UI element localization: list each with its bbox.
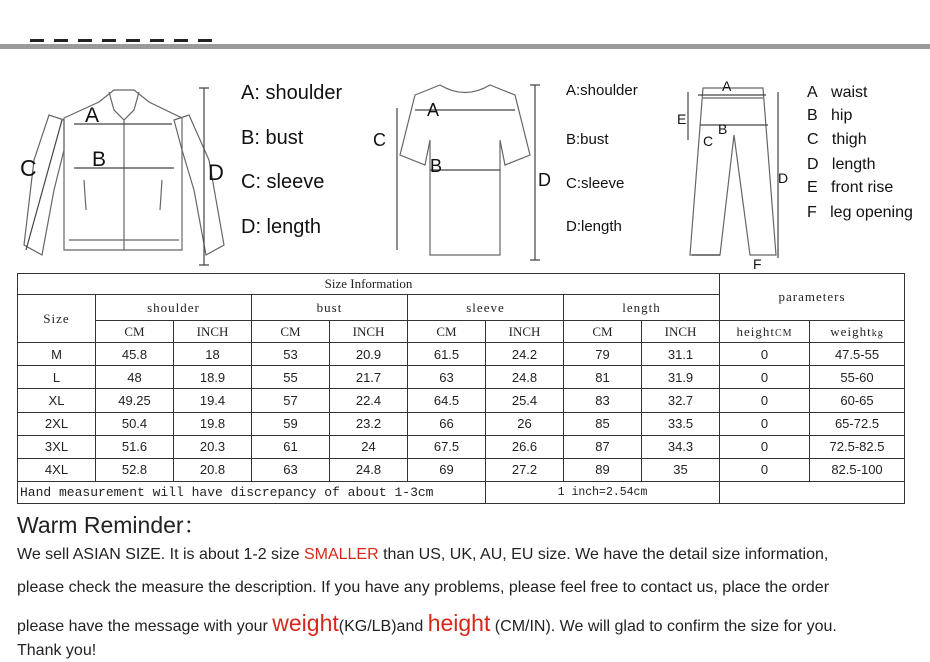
value-cell: 19.8 (174, 412, 252, 435)
value-cell: 33.5 (642, 412, 720, 435)
pants-legend-leg-opening: F leg opening (807, 204, 913, 221)
value-cell: 64.5 (408, 389, 486, 412)
value-cell: 81 (564, 366, 642, 389)
table-row (18, 458, 905, 481)
pants-legend-thigh: C thigh (807, 131, 867, 148)
table-caption: Size Information (18, 274, 720, 295)
value-cell: 0 (720, 389, 810, 412)
pants-legend-front-rise: E front rise (807, 179, 894, 196)
tshirt-label-b: B (430, 156, 443, 176)
value-cell: 47.5-55 (810, 343, 905, 366)
pants-legend-length: D length (807, 156, 876, 173)
reminder-title: Warm Reminder： (17, 512, 207, 538)
shoulder-header: shoulder (96, 295, 252, 321)
value-cell: 23.2 (330, 412, 408, 435)
value-cell: 24 (330, 435, 408, 458)
size-header: Size (18, 295, 96, 343)
size-cell: XL (18, 389, 96, 412)
value-cell: 63 (408, 366, 486, 389)
length-header: length (564, 295, 720, 321)
pants-label-b: B (718, 121, 728, 137)
value-cell: 53 (252, 343, 330, 366)
unit-header: CM (408, 321, 486, 343)
unit-header: CM (96, 321, 174, 343)
pants-label-e: E (677, 111, 687, 127)
tshirt-legend-length: D:length (566, 218, 622, 235)
value-cell: 82.5-100 (810, 458, 905, 481)
bust-header: bust (252, 295, 408, 321)
measurement-note: Hand measurement will have discrepancy of about 1-3cm (18, 481, 486, 503)
value-cell: 27.2 (486, 458, 564, 481)
value-cell: 61 (252, 435, 330, 458)
value-cell: 65-72.5 (810, 412, 905, 435)
value-cell: 19.4 (174, 389, 252, 412)
reminder-line-4: Thank you! (17, 642, 97, 659)
table-row (18, 435, 905, 458)
value-cell: 48 (96, 366, 174, 389)
value-cell: 32.7 (642, 389, 720, 412)
jacket-illustration (14, 80, 234, 270)
sleeve-header: sleeve (408, 295, 564, 321)
parameters-header: parameters (720, 274, 905, 321)
pants-label-c: C (703, 133, 714, 149)
value-cell: 85 (564, 412, 642, 435)
tshirt-label-d: D (538, 170, 551, 190)
value-cell: 31.9 (642, 366, 720, 389)
jacket-legend-shoulder: A: shoulder (241, 82, 343, 104)
value-cell: 66 (408, 412, 486, 435)
table-row (18, 389, 905, 412)
reminder-line-3: please have the message with your weight(KG/LB)and height (CM/IN). We will glad to confirm the size for you. (17, 610, 837, 636)
value-cell: 20.3 (174, 435, 252, 458)
value-cell: 87 (564, 435, 642, 458)
value-cell: 25.4 (486, 389, 564, 412)
value-cell: 79 (564, 343, 642, 366)
value-cell: 24.8 (330, 458, 408, 481)
pants-legend-hip: B hip (807, 107, 853, 124)
value-cell: 52.8 (96, 458, 174, 481)
value-cell: 20.8 (174, 458, 252, 481)
size-cell: 3XL (18, 435, 96, 458)
size-cell: M (18, 343, 96, 366)
tshirt-legend-sleeve: C:sleeve (566, 175, 625, 192)
pants-label-d: D (778, 170, 789, 186)
table-row (18, 366, 905, 389)
value-cell: 49.25 (96, 389, 174, 412)
pants-label-a: A (722, 78, 732, 94)
value-cell: 57 (252, 389, 330, 412)
jacket-label-d: D (208, 160, 224, 185)
tshirt-legend-shoulder: A:shoulder (566, 82, 638, 99)
value-cell: 0 (720, 366, 810, 389)
value-cell: 0 (720, 435, 810, 458)
value-cell: 20.9 (330, 343, 408, 366)
value-cell: 55-60 (810, 366, 905, 389)
unit-header: INCH (642, 321, 720, 343)
value-cell: 24.8 (486, 366, 564, 389)
unit-header: INCH (486, 321, 564, 343)
value-cell: 31.1 (642, 343, 720, 366)
value-cell: 89 (564, 458, 642, 481)
unit-header: INCH (330, 321, 408, 343)
jacket-legend-length: D: length (241, 216, 322, 238)
height-header: heightCM (720, 321, 810, 343)
reminder-line-2: please check the measure the description. If you have any problems, please feel free to contact us, place the order (17, 579, 830, 596)
value-cell: 21.7 (330, 366, 408, 389)
value-cell: 26 (486, 412, 564, 435)
value-cell: 63 (252, 458, 330, 481)
value-cell: 59 (252, 412, 330, 435)
value-cell: 26.6 (486, 435, 564, 458)
value-cell: 69 (408, 458, 486, 481)
value-cell: 22.4 (330, 389, 408, 412)
reminder-line-1: We sell ASIAN SIZE. It is about 1-2 size SMALLER than US, UK, AU, EU size. We have the detail size information, (17, 546, 829, 563)
pants-label-f: F (753, 256, 762, 272)
value-cell: 72.5-82.5 (810, 435, 905, 458)
value-cell: 83 (564, 389, 642, 412)
table-row (18, 343, 905, 366)
value-cell: 67.5 (408, 435, 486, 458)
value-cell: 18.9 (174, 366, 252, 389)
value-cell: 34.3 (642, 435, 720, 458)
size-cell: 2XL (18, 412, 96, 435)
unit-header: INCH (174, 321, 252, 343)
value-cell: 24.2 (486, 343, 564, 366)
value-cell: 51.6 (96, 435, 174, 458)
value-cell: 0 (720, 412, 810, 435)
tshirt-legend-bust: B:bust (566, 131, 609, 148)
jacket-legend-bust: B: bust (241, 127, 304, 149)
value-cell: 18 (174, 343, 252, 366)
empty-cell (720, 481, 905, 503)
jacket-label-b: B (92, 148, 107, 171)
value-cell: 0 (720, 458, 810, 481)
pants-legend-waist: A waist (807, 84, 868, 101)
unit-header: CM (564, 321, 642, 343)
size-table (17, 273, 905, 504)
jacket-label-a: A (85, 104, 100, 127)
value-cell: 0 (720, 343, 810, 366)
value-cell: 50.4 (96, 412, 174, 435)
tshirt-label-a: A (427, 100, 440, 120)
value-cell: 61.5 (408, 343, 486, 366)
top-divider (0, 44, 930, 49)
size-cell: L (18, 366, 96, 389)
size-cell: 4XL (18, 458, 96, 481)
conversion-note: 1 inch=2.54cm (486, 481, 720, 503)
value-cell: 45.8 (96, 343, 174, 366)
jacket-legend-sleeve: C: sleeve (241, 171, 325, 193)
value-cell: 55 (252, 366, 330, 389)
unit-header: CM (252, 321, 330, 343)
table-row (18, 412, 905, 435)
weight-header: weightkg (810, 321, 905, 343)
tshirt-illustration (385, 80, 545, 270)
tshirt-label-c: C (373, 130, 386, 150)
value-cell: 35 (642, 458, 720, 481)
jacket-label-c: C (20, 155, 37, 181)
value-cell: 60-65 (810, 389, 905, 412)
